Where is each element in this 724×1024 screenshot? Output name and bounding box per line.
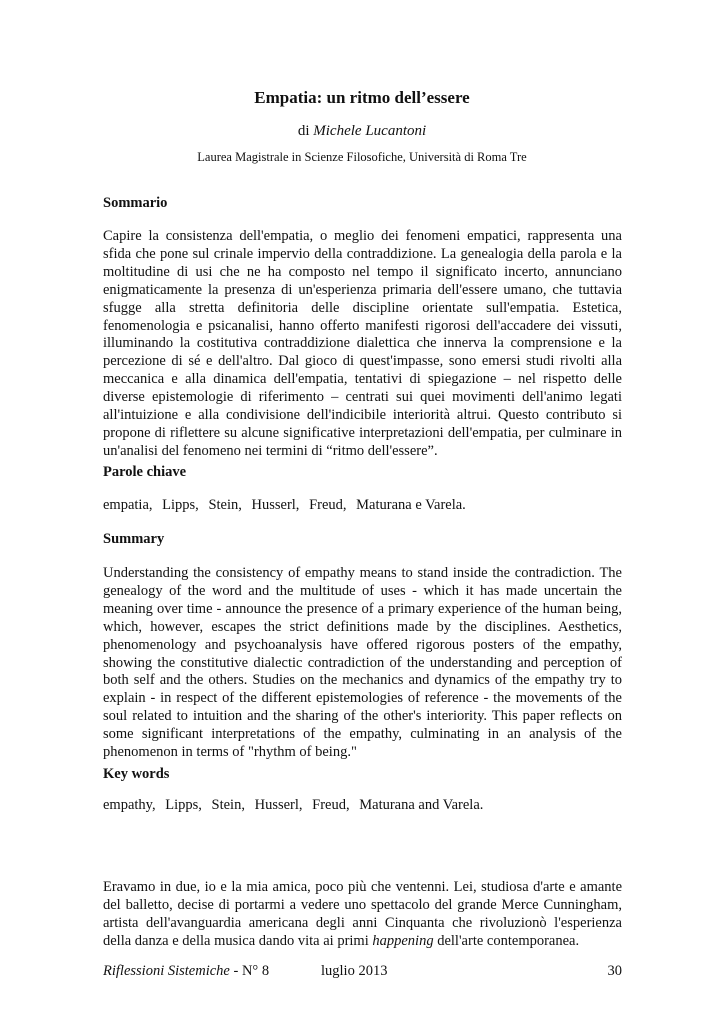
keyword: Lipps,	[165, 797, 202, 813]
author-affiliation: Laurea Magistrale in Scienze Filosofiche, Università di Roma Tre	[197, 150, 527, 164]
summary-text: Understanding the consistency of empathy means to stand inside the contradiction. The genealogy of the word and the multitude of uses - which it has made uncertain the meaning over time - announce the presence of a primary experience of the human being, which, however, escapes the strict definitions made by the disciplines. Aesthetics, phenomenology and psychoanalysis have offered rigorous posters of the empathy, showing the constitutive dialectic contradiction of the understanding and perception of both self and the others. Studies on the mechanics and dynamics of the empathy try to explain - in respect of the different epistemologies of reference - the movements of the soul related to intuition and the sharing of the other's interiority. This paper reflects on some significant interpretations of the empathy, culminating in an analysis of the phenomenon in terms of "rhythm of being."	[103, 565, 622, 761]
keyword: Freud,	[309, 497, 347, 513]
page-number: 30	[607, 963, 622, 979]
summary-heading: Summary	[103, 531, 165, 547]
body-emphasis: happening	[372, 932, 434, 949]
keyword: Husserl,	[254, 797, 303, 813]
keyword: empatia,	[103, 497, 153, 513]
keyword: Lipps,	[162, 497, 199, 513]
sommario-text: Capire la consistenza dell'empatia, o meglio dei fenomeni empatici, rappresenta una sfida che pone sul crinale impervio della contraddizione. La genealogia della parola e la moltitudine di usi che ne ha composto nel tempo il significato incerto, annunciano enigmaticamente la presenza di un'esperienza primaria dell'essere umano, che tuttavia sfugge alla stretta definitoria delle discipline orientate sull'empatia. Estetica, fenomenologia e psicanalisi, hanno offerto manifesti rigorosi dell'accadere dei vissuti, illuminando la costitutiva contraddizione dialettica che innerva la comprensione e la percezione di sé e dell'altro. Dal gioco di quest'impasse, sono emersi studi rivolti alla meccanica e alla dinamica dell'empatia, tentativi di spiegazione – nel rispetto delle diverse epistemologie di riferimento – centrati sui quei movimenti dell'animo legati all'intuizione e alla condivisione dell'indicibile interiorità altrui. Questo contributo si propone di riflettere su alcune significative interpretazioni dell'empatia, per culminare in un'analisi del fenomeno nei termini di “ritmo dell'essere”.	[103, 228, 622, 459]
author-prefix: di	[297, 123, 314, 139]
keyword: Maturana and Varela.	[359, 797, 484, 813]
paper-title: Empatia: un ritmo dell’essere	[254, 88, 470, 107]
keyword: Maturana e Varela.	[356, 497, 466, 513]
journal-name: Riflessioni Sistemiche	[103, 963, 230, 979]
parole-chiave-list	[103, 497, 466, 514]
keyword: empathy,	[103, 797, 156, 813]
keyword: Stein,	[208, 497, 242, 513]
footer-date: luglio 2013	[321, 963, 388, 979]
key-words-heading: Key words	[103, 766, 170, 782]
body-text-part2: dell'arte contemporanea.	[433, 932, 580, 949]
author-line	[0, 123, 724, 140]
keyword: Freud,	[312, 797, 350, 813]
keyword: Husserl,	[251, 497, 300, 513]
body-paragraph	[103, 879, 622, 951]
sommario-heading: Sommario	[103, 195, 168, 211]
keyword: Stein,	[211, 797, 245, 813]
body-text-part1: Eravamo in due, io e la mia amica, poco più che ventenni. Lei, studiosa d'arte e amante del balletto, decise di portarmi a vedere uno spettacolo del grande Merce Cunningham, artista dell'avanguardia americana degli anni Cinquanta che rivoluzionò l'esperienza della danza e della musica dando vita ai primi	[103, 879, 622, 949]
footer-journal	[103, 963, 269, 980]
author-name: Michele Lucantoni	[313, 123, 427, 139]
key-words-list	[103, 797, 483, 814]
parole-chiave-heading: Parole chiave	[103, 464, 187, 480]
journal-issue: - N° 8	[229, 963, 270, 979]
